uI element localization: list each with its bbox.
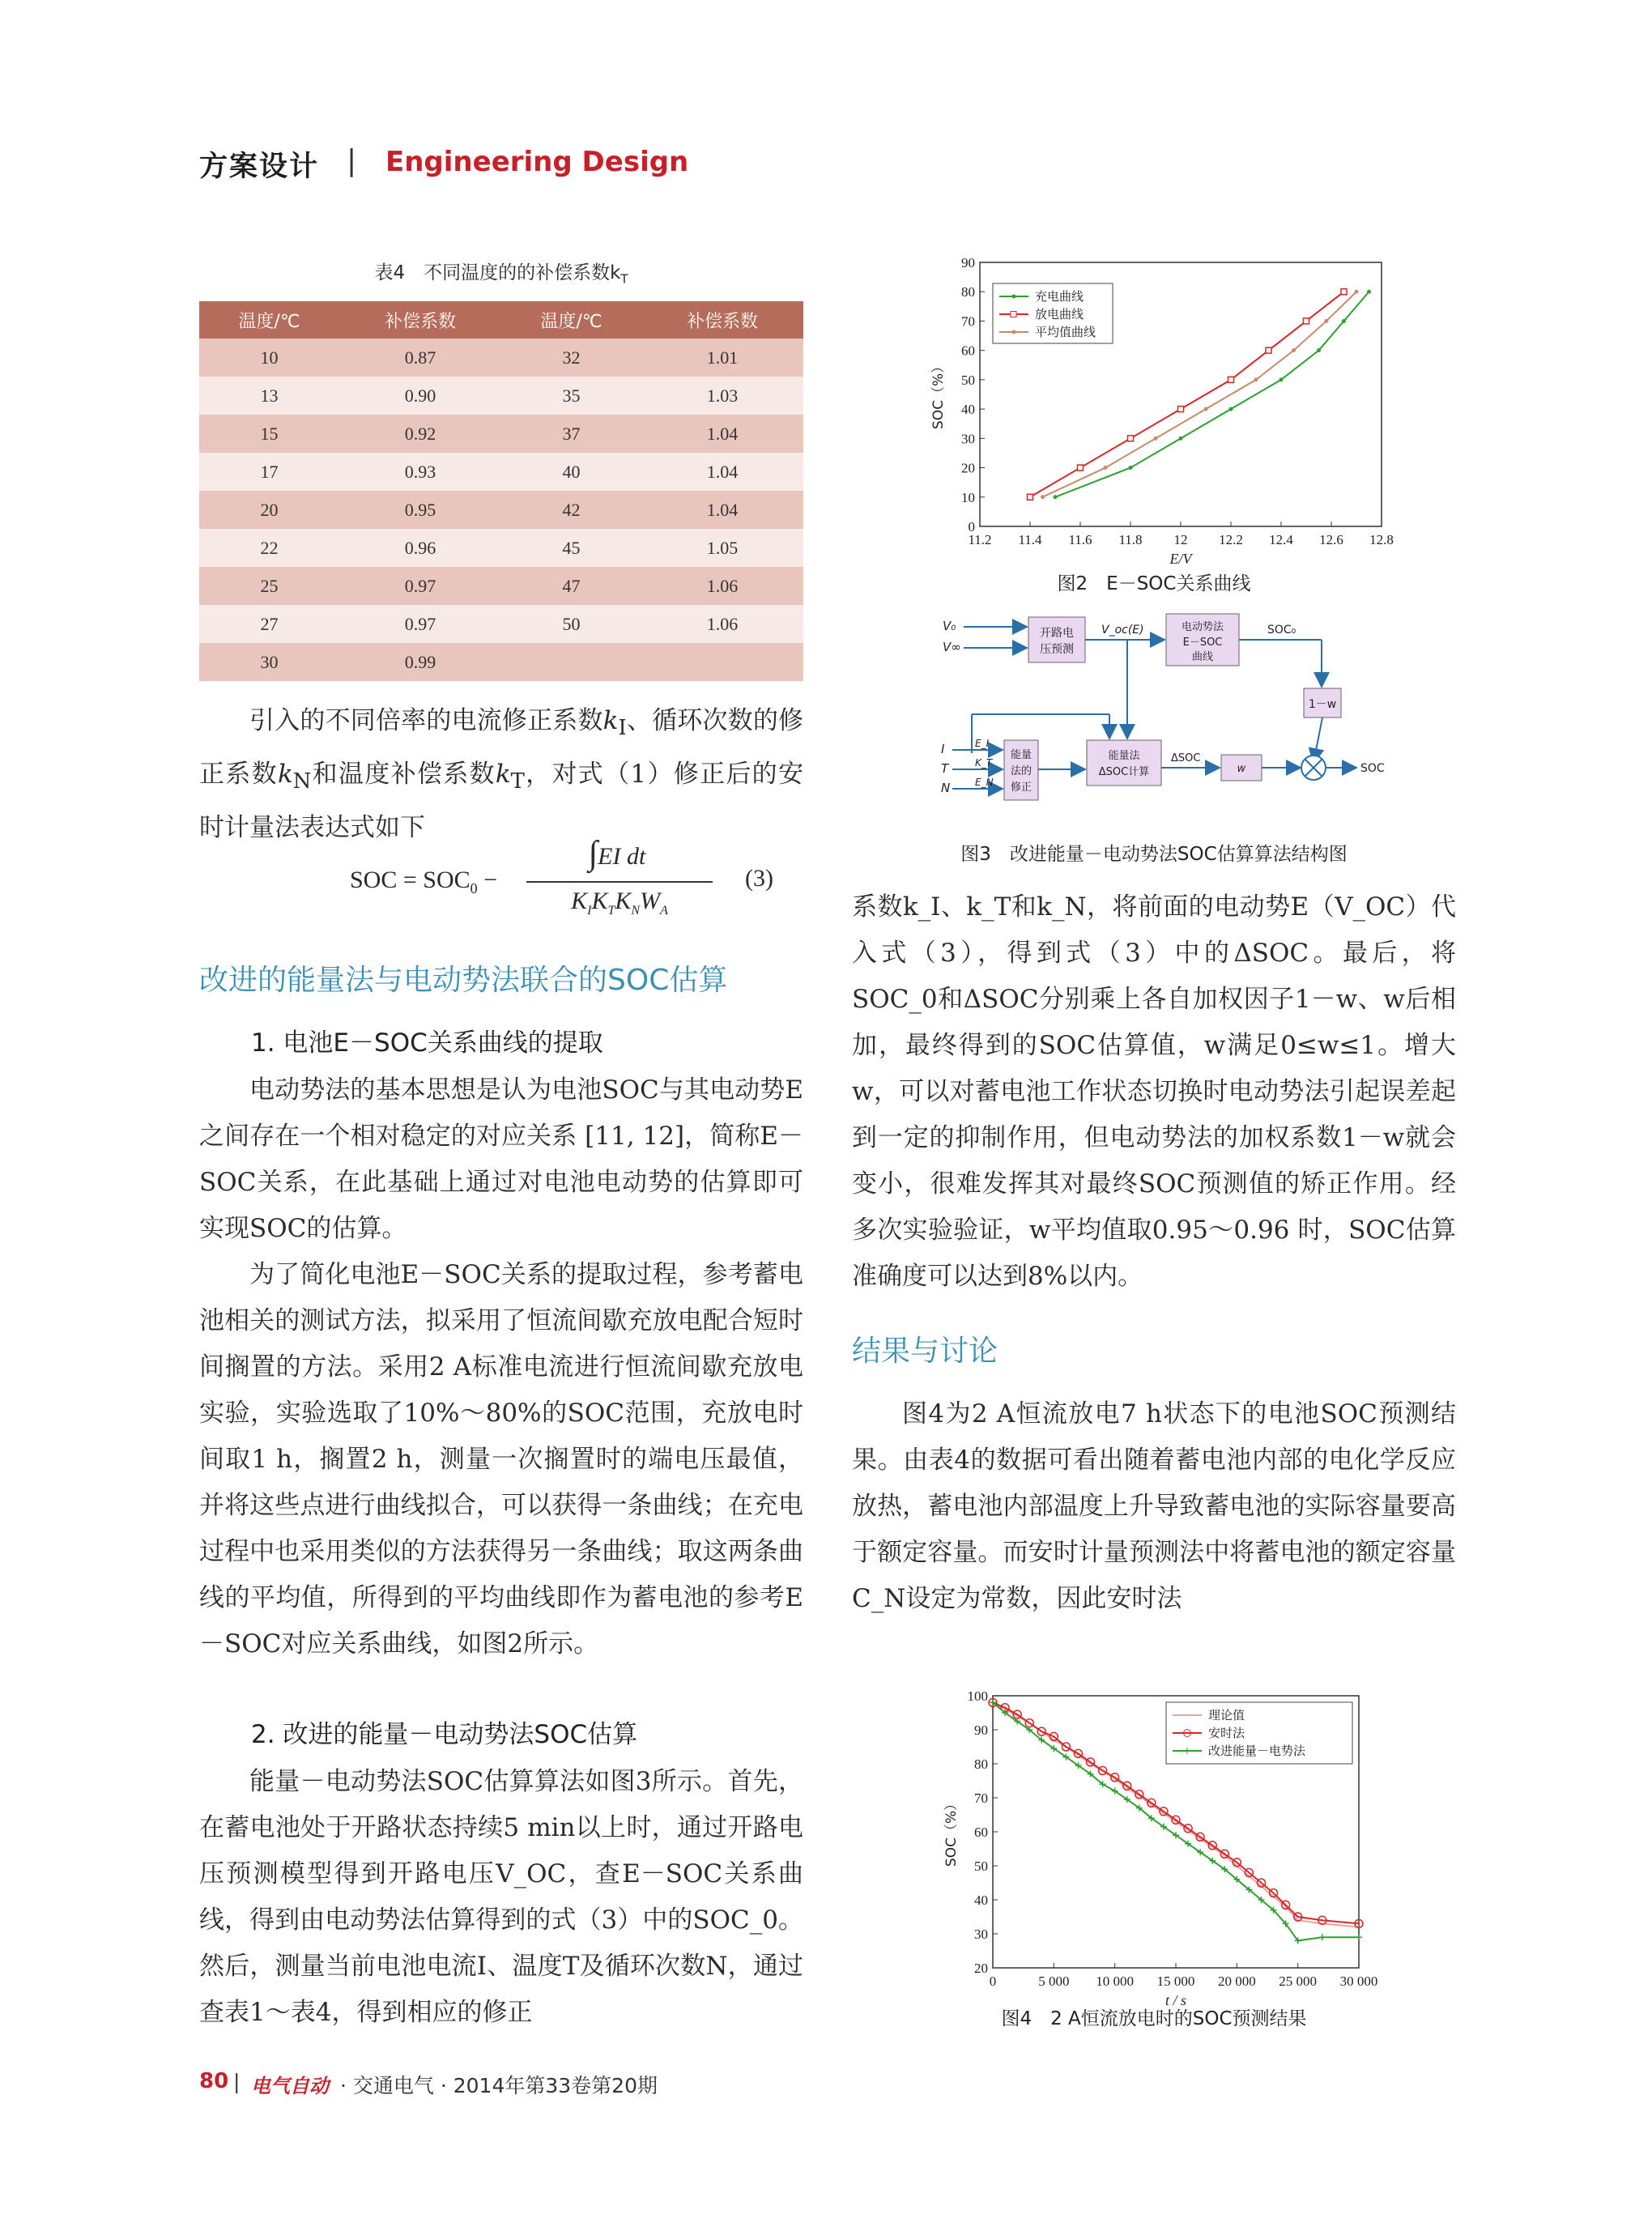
table-cell: 0.90 bbox=[339, 377, 501, 415]
section-heading-2: 结果与讨论 bbox=[852, 1335, 998, 1368]
formula-lhs: SOC = $SOC_0$ − bbox=[350, 867, 498, 896]
y-tick-label: 100 bbox=[967, 1688, 988, 1704]
formula-3 bbox=[348, 834, 802, 931]
journal-logo: 电气自动 bbox=[251, 2074, 329, 2097]
table-cell: 1.06 bbox=[641, 605, 803, 643]
data-point bbox=[1292, 348, 1296, 352]
y-tick-label: 70 bbox=[974, 1791, 988, 1806]
table-cell: 10 bbox=[199, 339, 339, 377]
table-header-3: 补偿系数 bbox=[641, 301, 803, 339]
y-axis-label: SOC（%） bbox=[930, 359, 947, 430]
box3-line1: 能量 bbox=[1010, 749, 1032, 761]
legend-label: 安时法 bbox=[1208, 1726, 1245, 1740]
k-label-2: K_T bbox=[975, 757, 993, 769]
y-tick-label: 0 bbox=[968, 519, 975, 534]
legend-marker bbox=[1012, 330, 1016, 334]
box4-line1: 能量法 bbox=[1108, 750, 1140, 762]
x-tick-label: 15 000 bbox=[1156, 1974, 1195, 1989]
x-tick-label: 12 bbox=[1173, 532, 1188, 547]
formula-denominator: $K_IK_TK_NW_A$ bbox=[571, 888, 668, 918]
paragraph-extraction: 为了简化电池E－SOC关系的提取过程，参考蓄电池相关的测试方法，拟采用了恒流间歇充放电配合短时间搁置的方法。采用2 A标准电流进行恒流间歇充放电实验，实验选取了10%～80%的SOC范围，充放电时间取1 h，搁置2 h，测量一次搁置时的端电压最值，并将这些点进行曲线拟合，可以获得一条曲线；在充电过程中也采用类似的方法获得另一条曲线；取这两条曲线的平均值，所得到的平均曲线即作为蓄电池的参考E－SOC对应关系曲线，如图2所示。 bbox=[199, 1260, 803, 1659]
input-t-label: T bbox=[941, 761, 949, 776]
data-point bbox=[1154, 436, 1158, 441]
data-point bbox=[1304, 318, 1309, 324]
x-tick-label: 11.8 bbox=[1118, 532, 1143, 547]
table-cell: 0.93 bbox=[339, 453, 501, 491]
x-tick-label: 12.6 bbox=[1319, 532, 1343, 547]
y-axis-label: SOC（%） bbox=[943, 1796, 960, 1867]
x-tick-label: 11.4 bbox=[1018, 532, 1042, 547]
formula-numerator: ∫EI dt bbox=[588, 835, 646, 872]
section-title-cn: 方案设计 bbox=[199, 151, 320, 183]
paragraph-intro: 引入的不同倍率的电流修正系数$k_I$、循环次数的修正系数$k_N$和温度补偿系数$k_T$，对式（1）修正后的安时计量法表达式如下 bbox=[199, 706, 804, 843]
x-tick-label: 12.2 bbox=[1219, 532, 1243, 547]
input-i-label: I bbox=[941, 742, 945, 756]
input-vinf-label: V∞ bbox=[943, 640, 961, 654]
footer-separator: | bbox=[233, 2070, 241, 2093]
legend-marker bbox=[1012, 295, 1016, 299]
table-cell: 1.01 bbox=[641, 339, 803, 377]
table-cell: 1.04 bbox=[641, 415, 803, 453]
table-cell bbox=[501, 643, 641, 681]
table-row bbox=[199, 567, 803, 605]
data-point bbox=[1266, 347, 1271, 353]
y-tick-label: 30 bbox=[961, 431, 975, 447]
legend-label: 改进能量－电势法 bbox=[1208, 1744, 1306, 1758]
table-cell: 0.97 bbox=[339, 605, 501, 643]
box4-line2: ΔSOC计算 bbox=[1098, 766, 1150, 778]
y-tick-label: 40 bbox=[974, 1893, 988, 1908]
table-cell: 20 bbox=[199, 491, 339, 529]
y-tick-label: 80 bbox=[974, 1756, 988, 1772]
table-cell: 0.92 bbox=[339, 415, 501, 453]
table-cell: 32 bbox=[501, 339, 641, 377]
table-header-0: 温度/℃ bbox=[199, 301, 339, 339]
one-minus-w-label: 1－w bbox=[1308, 698, 1337, 711]
table-cell: 0.99 bbox=[339, 643, 501, 681]
subheading-2: 2. 改进的能量－电动势法SOC估算 bbox=[251, 1720, 638, 1749]
table-cell: 13 bbox=[199, 377, 339, 415]
data-point bbox=[1279, 377, 1284, 381]
data-point bbox=[1054, 495, 1058, 499]
table-cell: 1.03 bbox=[641, 377, 803, 415]
k-label-1: E_I bbox=[975, 738, 990, 749]
box2-line1: 电动势法 bbox=[1181, 621, 1224, 633]
table-cell: 35 bbox=[501, 377, 641, 415]
box2-line3: 曲线 bbox=[1191, 651, 1214, 663]
data-point bbox=[1355, 290, 1359, 294]
figure-2-chart bbox=[915, 251, 1394, 567]
x-tick-label: 20 000 bbox=[1217, 1974, 1256, 1989]
data-point bbox=[1104, 466, 1108, 470]
x-tick-label: 11.6 bbox=[1068, 532, 1092, 547]
y-tick-label: 50 bbox=[961, 372, 975, 388]
table-cell: 0.95 bbox=[339, 491, 501, 529]
y-tick-label: 60 bbox=[961, 343, 975, 359]
figure-3-diagram bbox=[923, 609, 1409, 826]
section-heading-1: 改进的能量法与电动势法联合的SOC估算 bbox=[199, 964, 728, 997]
table-cell: 27 bbox=[199, 605, 339, 643]
table-header-1: 补偿系数 bbox=[339, 301, 501, 339]
table-cell: 45 bbox=[501, 529, 641, 567]
table-row bbox=[199, 605, 803, 643]
table-cell bbox=[641, 643, 803, 681]
figure-4-caption: 图4 2 A恒流放电时的SOC预测结果 bbox=[1001, 2008, 1307, 2029]
table-cell: 37 bbox=[501, 415, 641, 453]
x-axis-label: E/V bbox=[1169, 551, 1192, 567]
data-point bbox=[1028, 494, 1033, 500]
table-row bbox=[199, 643, 803, 681]
legend-label: 充电曲线 bbox=[1035, 289, 1084, 304]
table-row bbox=[199, 491, 803, 529]
figure-3-caption: 图3 改进能量－电动势法SOC估算算法结构图 bbox=[960, 844, 1348, 865]
y-tick-label: 90 bbox=[961, 255, 975, 270]
x-tick-label: 12.4 bbox=[1269, 532, 1293, 547]
data-point bbox=[1367, 290, 1371, 294]
figure-2-caption: 图2 E－SOC关系曲线 bbox=[1057, 573, 1251, 594]
y-tick-label: 30 bbox=[974, 1927, 988, 1942]
table-row bbox=[199, 529, 803, 567]
table-row bbox=[199, 415, 803, 453]
data-point bbox=[1317, 348, 1321, 352]
x-tick-label: 25 000 bbox=[1279, 1974, 1318, 1989]
y-tick-label: 50 bbox=[974, 1859, 988, 1874]
table-cell: 50 bbox=[501, 605, 641, 643]
subheading-1: 1. 电池E－SOC关系曲线的提取 bbox=[251, 1028, 603, 1058]
data-point bbox=[1041, 495, 1045, 499]
figure-4-chart bbox=[915, 1668, 1385, 2008]
table-cell: 1.04 bbox=[641, 453, 803, 491]
table-cell: 1.05 bbox=[641, 529, 803, 567]
table-cell: 1.06 bbox=[641, 567, 803, 605]
table-cell: 22 bbox=[199, 529, 339, 567]
table-cell: 47 bbox=[501, 567, 641, 605]
paragraph-emf: 电动势法的基本思想是认为电池SOC与其电动势E之间存在一个相对稳定的对应关系 [11, 12]，简称E－SOC关系，在此基础上通过对电池电动势的估算即可实现SOC的估算。 bbox=[199, 1075, 803, 1243]
data-point bbox=[1342, 319, 1346, 323]
table-cell: 1.04 bbox=[641, 491, 803, 529]
table-header-2: 温度/℃ bbox=[501, 301, 641, 339]
table-cell: 40 bbox=[501, 453, 641, 491]
table-cell: 0.87 bbox=[339, 339, 501, 377]
data-point bbox=[1178, 407, 1184, 412]
soc-output-label: SOC bbox=[1360, 762, 1385, 775]
box1-line2: 压预测 bbox=[1040, 643, 1074, 656]
table-cell: 0.97 bbox=[339, 567, 501, 605]
paragraph-results: 图4为2 A恒流放电7 h状态下的电池SOC预测结果。由表4的数据可看出随着蓄电池内部的电化学反应放热，蓄电池内部温度上升导致蓄电池的实际容量要高于额定容量。而安时计量预测法中将蓄电池的额定容量C_N设定为常数，因此安时法 bbox=[852, 1399, 1456, 1613]
input-n-label: N bbox=[941, 781, 951, 795]
table-cell: 42 bbox=[501, 491, 641, 529]
x-tick-label: 30 000 bbox=[1339, 1974, 1378, 1989]
data-point bbox=[1324, 319, 1328, 323]
y-tick-label: 60 bbox=[974, 1825, 988, 1840]
table-row bbox=[199, 339, 803, 377]
table-cell: 15 bbox=[199, 415, 339, 453]
x-tick-label: 11.2 bbox=[968, 532, 992, 547]
section-title-en: Engineering Design bbox=[385, 146, 689, 178]
footer-journal: · 交通电气 · 2014年第33卷第20期 bbox=[340, 2074, 658, 2097]
x-tick-label: 10 000 bbox=[1096, 1974, 1135, 1989]
soc0-label: SOC₀ bbox=[1267, 624, 1296, 637]
w-label: w bbox=[1237, 763, 1246, 775]
table-caption: 表4 不同温度的的补偿系数$k_T$ bbox=[374, 262, 628, 287]
table-row bbox=[199, 377, 803, 415]
paragraph-algorithm: 能量－电动势法SOC估算算法如图3所示。首先，在蓄电池处于开路状态持续5 min以上时，通过开路电压预测模型得到开路电压V_OC，查E－SOC关系曲线，得到由电动势法估算得到的式（3）中的SOC_0。然后，测量当前电池电流I、温度T及循环次数N，通过查表1～表4，得到相应的修正 bbox=[199, 1767, 803, 2027]
y-tick-label: 10 bbox=[961, 489, 975, 505]
table-cell: 25 bbox=[199, 567, 339, 605]
data-point bbox=[1254, 377, 1258, 381]
x-axis-label: t / s bbox=[1164, 1992, 1187, 2008]
box1-line1: 开路电 bbox=[1040, 627, 1074, 640]
voc-label: V_oc(E) bbox=[1101, 624, 1144, 637]
dsoc-label: ΔSOC bbox=[1171, 752, 1201, 764]
data-point bbox=[1341, 289, 1347, 295]
table-cell: 30 bbox=[199, 643, 339, 681]
box3-line2: 法的 bbox=[1010, 765, 1032, 777]
x-tick-label: 0 bbox=[989, 1974, 997, 1989]
data-point bbox=[1228, 377, 1234, 382]
data-point bbox=[1179, 436, 1183, 441]
table-row bbox=[199, 453, 803, 491]
data-point bbox=[1078, 465, 1084, 471]
legend-label: 放电曲线 bbox=[1035, 307, 1084, 321]
y-tick-label: 20 bbox=[961, 460, 975, 476]
y-tick-label: 70 bbox=[961, 313, 975, 330]
data-point bbox=[1128, 436, 1134, 441]
formula-number: (3) bbox=[745, 865, 773, 892]
table-cell: 17 bbox=[199, 453, 339, 491]
data-point bbox=[1229, 407, 1233, 411]
data-point bbox=[1204, 407, 1208, 411]
box2-line2: E－SOC bbox=[1182, 637, 1223, 649]
input-v0-label: V₀ bbox=[943, 619, 956, 633]
table-cell: 0.96 bbox=[339, 529, 501, 567]
x-tick-label: 12.8 bbox=[1369, 532, 1394, 547]
data-point bbox=[1129, 466, 1133, 470]
page-number: 80 bbox=[199, 2069, 229, 2093]
delta-soc-box bbox=[1087, 740, 1161, 786]
compensation-table bbox=[199, 301, 803, 681]
y-tick-label: 20 bbox=[974, 1961, 988, 1976]
k-label-3: E_N bbox=[975, 777, 994, 788]
header-divider: | bbox=[347, 144, 357, 177]
y-tick-label: 80 bbox=[961, 284, 975, 300]
legend-marker bbox=[1011, 312, 1016, 317]
legend-label: 平均值曲线 bbox=[1035, 325, 1096, 339]
y-tick-label: 40 bbox=[961, 402, 975, 418]
legend-label: 理论值 bbox=[1208, 1708, 1245, 1722]
paragraph-right-1: 系数k_I、k_T和k_N，将前面的电动势E（V_OC）代入式（3），得到式（3）中的ΔSOC。最后，将SOC_0和ΔSOC分别乘上各自加权因子1－w、w后相加，最终得到的SOC估算值，w满足0≤w≤1。增大w，可以对蓄电池工作状态切换时电动势法引起误差起到一定的抑制作用，但电动势法的加权系数1－w就会变小，很难发挥其对最终SOC预测值的矫正作用。经多次实验验证，w平均值取0.95～0.96 时，SOC估算准确度可以达到8%以内。 bbox=[852, 892, 1456, 1291]
box3-line3: 修正 bbox=[1010, 781, 1032, 794]
x-tick-label: 5 000 bbox=[1038, 1974, 1070, 1989]
y-tick-label: 90 bbox=[974, 1722, 988, 1738]
